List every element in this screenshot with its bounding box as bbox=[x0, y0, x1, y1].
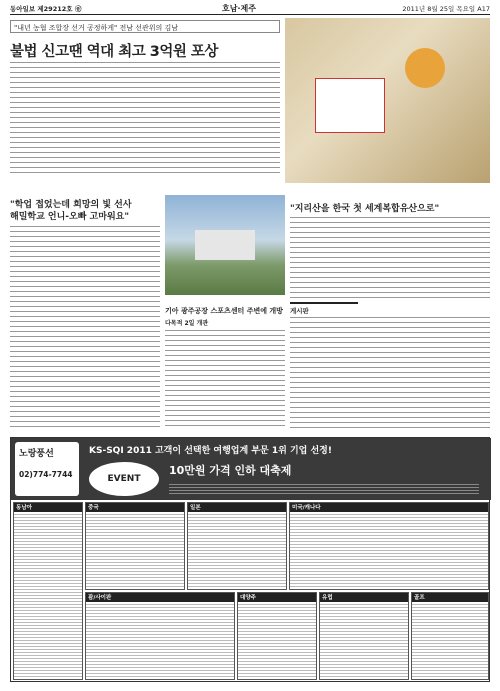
ad-offer-list bbox=[169, 482, 479, 496]
ad-region-cell: 중국 bbox=[85, 502, 185, 590]
ad-region-cell: 골프 bbox=[411, 592, 489, 680]
story3-body bbox=[165, 328, 285, 428]
publication-info: 동아일보 제29212호 ㉭ bbox=[10, 5, 82, 13]
story3-headline: 기아 광주공장 스포츠센터 주변에 개방 bbox=[165, 307, 283, 315]
ad-region-grid bbox=[11, 500, 491, 683]
ad-banner-area bbox=[11, 438, 491, 500]
building-shape bbox=[195, 230, 255, 260]
ad-region-cell: 괌/사이판 bbox=[85, 592, 235, 680]
ad-logo-box bbox=[15, 442, 79, 496]
story1-kicker: "내년 농협 조합장 선거 공정하게" 전남 선관위의 김남 bbox=[10, 20, 280, 33]
sidebar-body bbox=[290, 315, 490, 428]
ad-brand: 노랑풍선 bbox=[19, 449, 54, 459]
ad-phone: 02)774-7744 bbox=[19, 470, 73, 479]
ballot-box bbox=[315, 78, 385, 133]
story1-photo bbox=[285, 18, 490, 183]
sidebar-title: 게시판 bbox=[290, 302, 358, 315]
page-date: 2011년 8월 25일 목요일 A17 bbox=[402, 5, 490, 13]
ad-region-cell: 미국/캐나다 bbox=[289, 502, 489, 590]
ad-region-cell: 대양주 bbox=[237, 592, 317, 680]
ad-region-cell: 유럽 bbox=[319, 592, 409, 680]
story1-body bbox=[10, 60, 280, 175]
story2-subhead: 해밀학교 언니-오빠 고마워요" bbox=[10, 212, 130, 222]
story4-headline: "지리산을 한국 첫 세계복합유산으로" bbox=[290, 204, 440, 214]
ad-award-banner: KS-SQI 2011 고객이 선택한 여행업계 부문 1위 기업 선정! bbox=[89, 446, 332, 456]
person-figure bbox=[405, 48, 445, 88]
ad-event-badge: EVENT bbox=[89, 462, 159, 496]
story3-caption bbox=[165, 297, 285, 304]
story2-body bbox=[10, 224, 160, 429]
story3-photo bbox=[165, 195, 285, 295]
ad-price-banner: 10만원 가격 인하 대축제 bbox=[169, 464, 292, 477]
story1-headline: 불법 신고땐 역대 최고 3억원 포상 bbox=[10, 44, 218, 60]
page-header bbox=[10, 3, 490, 15]
story2-headline: "학업 접었는데 희망의 빛 선사 bbox=[10, 200, 132, 210]
story4-body bbox=[290, 215, 490, 300]
travel-advertisement bbox=[10, 437, 490, 682]
section-title: 호남·제주 bbox=[222, 4, 256, 13]
story3-subhead: 다목적 2일 개관 bbox=[165, 320, 209, 327]
ad-region-cell: 동남아 bbox=[13, 502, 83, 680]
ad-region-cell: 일본 bbox=[187, 502, 287, 590]
story1-caption bbox=[285, 185, 490, 193]
